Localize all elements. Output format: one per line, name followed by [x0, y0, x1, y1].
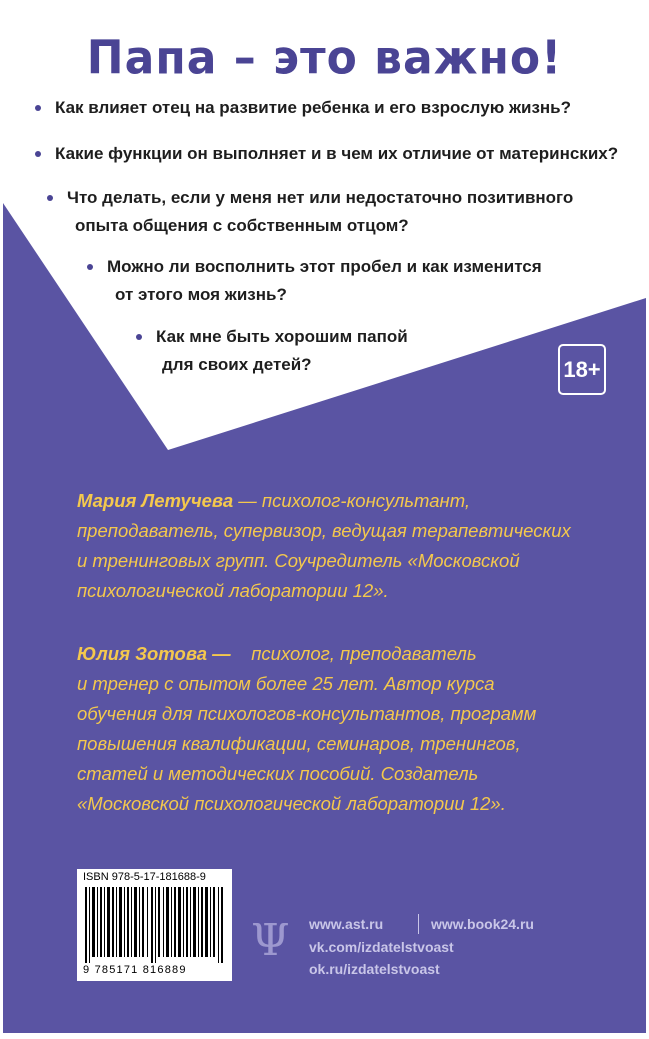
question-3-line-2: опыта общения с собственным отцом?	[75, 216, 409, 235]
author-bio-1-line-2: преподаватель, супервизор, ведущая терапевтических	[77, 520, 571, 541]
bullet-icon	[87, 264, 93, 270]
question-4-line-2: от этого моя жизнь?	[115, 285, 287, 304]
author-bio-1	[77, 486, 571, 606]
author-bio-2-line-3: обучения для психологов-консультантов, программ	[77, 703, 537, 724]
author-bio-1-line-1: Мария Летучева — психолог-консультант,	[77, 490, 471, 511]
psi-logo-icon: Ψ	[251, 915, 290, 966]
author-bio-1-line-4: психологической лаборатории 12».	[77, 580, 389, 601]
bullet-icon	[136, 334, 142, 340]
question-1-line-1: Как влияет отец на развитие ребенка и его взрослую жизнь?	[55, 98, 572, 117]
author-bio-2	[77, 639, 536, 819]
question-5	[156, 323, 408, 379]
question-1	[55, 94, 571, 122]
age-rating-badge: 18+	[558, 344, 606, 395]
cover-title: Папа – это важно!	[86, 31, 563, 86]
author-bio-2-line-5: статей и методических пособий. Создатель	[77, 763, 479, 784]
question-5-line-2: для своих детей?	[162, 355, 312, 374]
question-2	[55, 140, 618, 168]
link-ok[interactable]: ok.ru/izdatelstvoast	[309, 961, 440, 977]
question-3-line-1: Что делать, если у меня нет или недостаточно позитивного	[67, 188, 574, 207]
link-vk[interactable]: vk.com/izdatelstvoast	[309, 939, 454, 955]
bullet-icon	[35, 105, 41, 111]
question-5-line-1: Как мне быть хорошим папой	[156, 327, 408, 346]
link-separator	[418, 914, 419, 934]
isbn-number: ISBN 978-5-17-181688-9	[83, 871, 206, 883]
link-book24[interactable]: www.book24.ru	[431, 916, 534, 932]
author-name-2: Юлия Зотова —	[77, 643, 231, 664]
question-2-line-1: Какие функции он выполняет и в чем их отличие от материнских?	[55, 144, 619, 163]
author-bio-2-line-4: повышения квалификации, семинаров, тренингов,	[77, 733, 521, 754]
question-4-line-1: Можно ли восполнить этот пробел и как изменится	[107, 257, 542, 276]
question-4	[107, 253, 542, 309]
barcode-digits: 9 785171 816889	[83, 964, 187, 976]
isbn-barcode	[77, 869, 232, 981]
question-3	[67, 184, 573, 240]
barcode-bars	[85, 887, 224, 963]
book-back-cover	[3, 3, 646, 1033]
author-bio-1-line-3: и тренинговых групп. Соучредитель «Московской	[77, 550, 520, 571]
link-ast[interactable]: www.ast.ru	[309, 916, 384, 932]
bullet-icon	[47, 195, 53, 201]
author-bio-2-line-2: и тренер с опытом более 25 лет. Автор курса	[77, 673, 495, 694]
bullet-icon	[35, 151, 41, 157]
author-bio-2-line-6: «Московской психологической лаборатории 12».	[77, 793, 506, 814]
author-bio-2-line-1: Юлия Зотова — психолог, преподаватель	[77, 643, 477, 664]
author-name-1: Мария Летучева	[77, 490, 234, 511]
